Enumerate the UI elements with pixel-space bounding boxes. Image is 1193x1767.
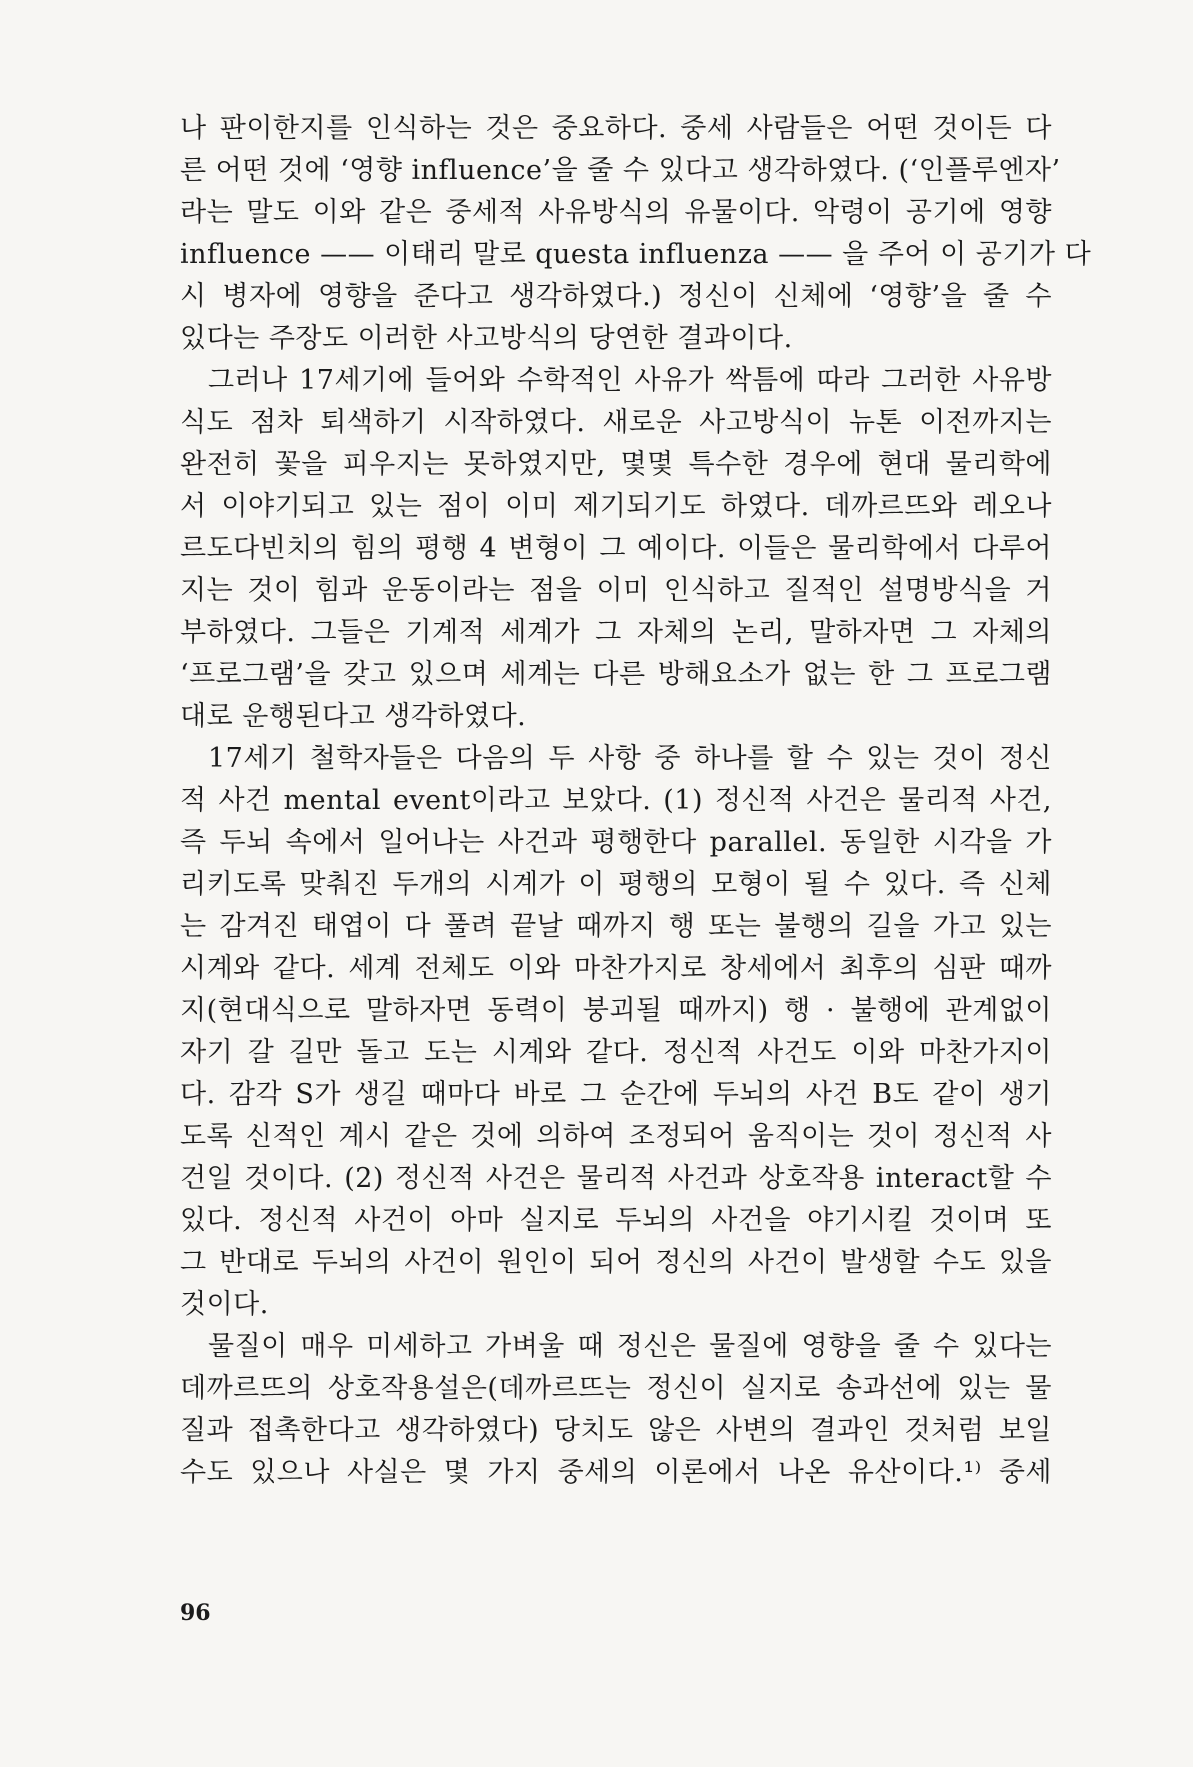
text-line: 질과 접촉한다고 생각하였다) 당치도 않은 사변의 결과인 것처럼 보일 [180,1415,1052,1446]
text-line: 있다는 주장도 이러한 사고방식의 당연한 결과이다. [180,323,793,354]
text-line: 는 감겨진 태엽이 다 풀려 끝날 때까지 행 또는 불행의 길을 가고 있는 [180,911,1052,942]
page-body [180,108,1092,1494]
text-line: 지(현대식으로 말하자면 동력이 붕괴될 때까지) 행 · 불행에 관계없이 [180,995,1052,1026]
text-line: 다. 감각 S가 생길 때마다 바로 그 순간에 두뇌의 사건 B도 같이 생기 [180,1079,1052,1110]
text-line: 수도 있으나 사실은 몇 가지 중세의 이론에서 나온 유산이다.¹⁾ 중세 [180,1457,1052,1488]
text-line: 식도 점차 퇴색하기 시작하였다. 새로운 사고방식이 뉴톤 이전까지는 [180,407,1052,438]
text-line: 부하였다. 그들은 기계적 세계가 그 자체의 논리, 말하자면 그 자체의 [180,617,1052,648]
paragraph-2 [180,360,1052,738]
text-line: 라는 말도 이와 같은 중세적 사유방식의 유물이다. 악령이 공기에 영향 [180,197,1052,228]
text-line: ‘프로그램’을 갖고 있으며 세계는 다른 방해요소가 없는 한 그 프로그램 [180,659,1052,690]
text-line: 완전히 꽃을 피우지는 못하였지만, 몇몇 특수한 경우에 현대 물리학에 [180,449,1052,480]
page-number: 96 [180,1600,211,1626]
text-line: 적 사건 mental event이라고 보았다. (1) 정신적 사건은 물리적 사건, [180,785,1052,816]
text-line: 르도다빈치의 힘의 평행 4 변형이 그 예이다. 이들은 물리학에서 다루어 [180,533,1052,564]
paragraph-1 [180,108,1092,360]
text-line: 도록 신적인 계시 같은 것에 의하여 조정되어 움직이는 것이 정신적 사 [180,1121,1052,1152]
paragraph-4 [180,1326,1052,1494]
text-line: 건일 것이다. (2) 정신적 사건은 물리적 사건과 상호작용 interact할 수 [180,1163,1052,1194]
text-line: 즉 두뇌 속에서 일어나는 사건과 평행한다 parallel. 동일한 시각을 가 [180,827,1052,858]
text-line: 데까르뜨의 상호작용설은(데까르뜨는 정신이 실지로 송과선에 있는 물 [180,1373,1052,1404]
text-line: influence —— 이태리 말로 questa influenza —— 을 주어 이 공기가 다 [180,239,1092,270]
text-line: 리키도록 맞춰진 두개의 시계가 이 평행의 모형이 될 수 있다. 즉 신체 [180,869,1052,900]
text-line: 그 반대로 두뇌의 사건이 원인이 되어 정신의 사건이 발생할 수도 있을 [180,1247,1052,1278]
text-line: 자기 갈 길만 돌고 도는 시계와 같다. 정신적 사건도 이와 마찬가지이 [180,1037,1052,1068]
text-line: 것이다. [180,1289,269,1320]
text-line: 대로 운행된다고 생각하였다. [180,701,527,732]
text-line: 서 이야기되고 있는 점이 이미 제기되기도 하였다. 데까르뜨와 레오나 [180,491,1052,522]
text-line: 나 판이한지를 인식하는 것은 중요하다. 중세 사람들은 어떤 것이든 다 [180,113,1052,144]
text-line: 른 어떤 것에 ‘영향 influence’을 줄 수 있다고 생각하였다. (‘인플루엔자’ [180,155,1061,186]
paragraph-3 [180,738,1052,1326]
text-line: 17세기 철학자들은 다음의 두 사항 중 하나를 할 수 있는 것이 정신 [208,743,1052,774]
text-line: 시계와 같다. 세계 전체도 이와 마찬가지로 창세에서 최후의 심판 때까 [180,953,1052,984]
text-line: 물질이 매우 미세하고 가벼울 때 정신은 물질에 영향을 줄 수 있다는 [208,1331,1052,1362]
text-line: 있다. 정신적 사건이 아마 실지로 두뇌의 사건을 야기시킬 것이며 또 [180,1205,1052,1236]
text-line: 시 병자에 영향을 준다고 생각하였다.) 정신이 신체에 ‘영향’을 줄 수 [180,281,1052,312]
text-line: 지는 것이 힘과 운동이라는 점을 이미 인식하고 질적인 설명방식을 거 [180,575,1052,606]
text-line: 그러나 17세기에 들어와 수학적인 사유가 싹틈에 따라 그러한 사유방 [208,365,1052,396]
